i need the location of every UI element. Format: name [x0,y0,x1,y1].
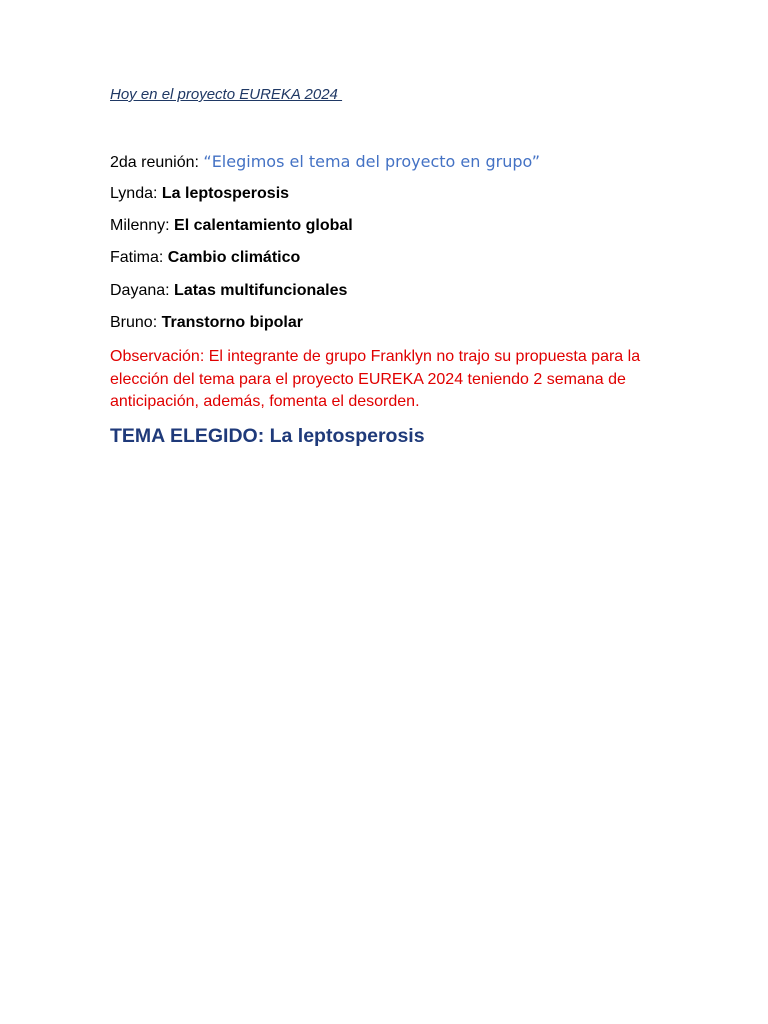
member-proposal [110,249,300,267]
meeting-label: 2da reunión: [110,154,204,171]
meeting-quote: “Elegimos el tema del proyecto en grupo” [203,152,541,171]
member-proposal [110,185,289,203]
chosen-topic-heading: TEMA ELEGIDO: La leptosperosis [110,425,425,447]
member-topic: Cambio climático [167,249,301,266]
member-topic: Transtorno bipolar [161,314,303,331]
member-proposal [110,217,353,235]
member-topic: El calentamiento global [174,217,353,234]
member-proposal [110,314,303,332]
document-heading: Hoy en el proyecto EUREKA 2024 [110,86,343,103]
meeting-line [110,152,540,172]
member-name: Dayana: [110,282,175,299]
member-name: Bruno: [110,314,162,331]
member-name: Lynda: [110,185,162,202]
member-name: Milenny: [110,217,175,234]
member-name: Fatima: [110,249,168,266]
observation-note: Observación: El integrante de grupo Franklyn no trajo su propuesta para la elección del tema para el proyecto EUREKA 2024 teniendo 2 semana de anticipación, además, fomenta el desorden. [110,348,641,410]
member-topic: La leptosperosis [161,185,290,202]
member-proposal [110,282,347,300]
member-topic: Latas multifuncionales [174,282,348,299]
